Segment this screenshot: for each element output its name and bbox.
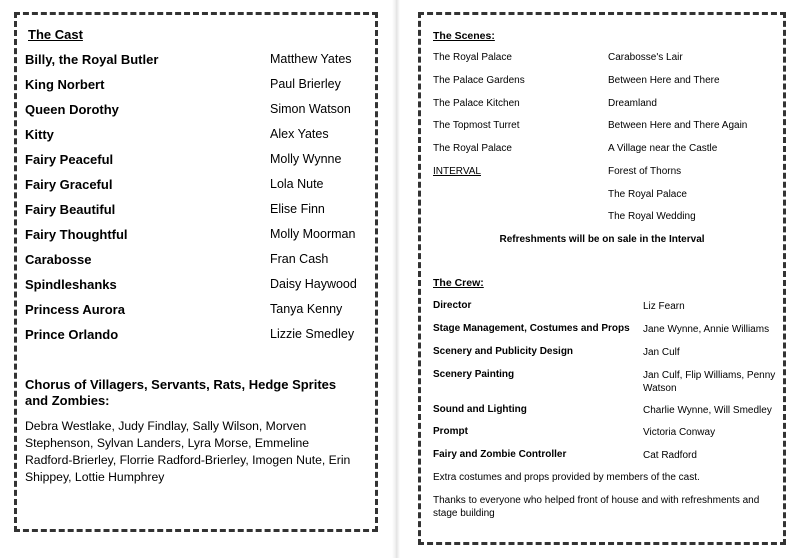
cast-actor: Fran Cash [270, 252, 329, 266]
cast-row [17, 52, 375, 72]
crew-names: Charlie Wynne, Will Smedley [643, 405, 772, 416]
cast-row [17, 77, 375, 97]
cast-actor: Elise Finn [270, 202, 325, 216]
scene-item: The Royal Palace [433, 143, 512, 154]
crew-role: Scenery and Publicity Design [433, 346, 574, 357]
crew-names: Jan Culf [643, 347, 680, 358]
cast-actor: Lizzie Smedley [270, 327, 355, 341]
cast-actor: Tanya Kenny [270, 302, 343, 316]
cast-role: Billy, the Royal Butler [25, 52, 159, 67]
crew-role: Sound and Lighting [433, 404, 527, 415]
thanks-note: Thanks to everyone who helped front of house and with refreshments and stage building [433, 495, 760, 519]
scene-item: Between Here and There [608, 75, 720, 86]
cast-role: Carabosse [25, 252, 92, 267]
cast-heading: The Cast [28, 27, 83, 42]
scene-item: The Topmost Turret [433, 120, 520, 131]
crew-role: Fairy and Zombie Controller [433, 449, 567, 460]
cast-role: Kitty [25, 127, 54, 142]
cast-row [17, 302, 375, 322]
extra-costumes-note: Extra costumes and props provided by members of the cast. [433, 472, 700, 483]
scene-item: The Royal Palace [433, 52, 512, 63]
crew-names: Victoria Conway [643, 427, 716, 438]
scenes-crew-panel [418, 12, 786, 545]
cast-actor: Molly Wynne [270, 152, 342, 166]
chorus-members: Debra Westlake, Judy Findlay, Sally Wilson, Morven Stephenson, Sylvan Landers, Lyra Morse, Emmeline Radford-Brierley, Florrie Radford-Brierley, Imogen Nute, Erin Shippey, Lottie Humphrey [25, 419, 351, 484]
cast-actor: Molly Moorman [270, 227, 356, 241]
cast-row [17, 252, 375, 272]
cast-role: Queen Dorothy [25, 102, 119, 117]
cast-row [17, 227, 375, 247]
page-fold [392, 0, 400, 558]
cast-actor: Daisy Haywood [270, 277, 357, 291]
chorus-heading: Chorus of Villagers, Servants, Rats, Hedge Sprites and Zombies: [25, 377, 337, 408]
scene-item: Carabosse's Lair [608, 52, 683, 63]
cast-row [17, 202, 375, 222]
cast-role: Spindleshanks [25, 277, 117, 292]
refreshments-note: Refreshments will be on sale in the Interval [499, 234, 705, 245]
cast-role: Fairy Graceful [25, 177, 113, 192]
scene-item: A Village near the Castle [608, 143, 718, 154]
scene-item: Between Here and There Again [608, 120, 748, 131]
cast-role: Princess Aurora [25, 302, 125, 317]
crew-heading: The Crew: [433, 277, 484, 289]
scene-item: Dreamland [608, 98, 657, 109]
cast-row [17, 177, 375, 197]
cast-row [17, 102, 375, 122]
cast-actor: Alex Yates [270, 127, 329, 141]
cast-role: Fairy Peaceful [25, 152, 114, 167]
cast-row [17, 127, 375, 147]
crew-names: Jan Culf, Flip Williams, Penny Watson [643, 370, 776, 394]
cast-role: Fairy Beautiful [25, 202, 116, 217]
crew-role: Scenery Painting [433, 369, 515, 380]
crew-names: Liz Fearn [643, 301, 685, 312]
cast-role: King Norbert [25, 77, 105, 92]
cast-actor: Matthew Yates [270, 52, 352, 66]
scene-item: The Royal Palace [608, 189, 687, 200]
cast-row [17, 277, 375, 297]
scene-item: The Palace Kitchen [433, 98, 520, 109]
cast-role: Fairy Thoughtful [25, 227, 128, 242]
cast-role: Prince Orlando [25, 327, 119, 342]
interval-label: INTERVAL [433, 166, 481, 177]
crew-role: Director [433, 300, 472, 311]
scene-item: The Royal Wedding [608, 211, 696, 222]
cast-row [17, 327, 375, 347]
cast-panel [14, 12, 378, 532]
crew-names: Cat Radford [643, 450, 697, 461]
scene-item: The Palace Gardens [433, 75, 525, 86]
crew-role: Stage Management, Costumes and Props [433, 323, 630, 334]
scene-item: Forest of Thorns [608, 166, 682, 177]
crew-names: Jane Wynne, Annie Williams [643, 324, 770, 335]
cast-actor: Lola Nute [270, 177, 324, 191]
crew-role: Prompt [433, 426, 468, 437]
cast-actor: Paul Brierley [270, 77, 341, 91]
cast-row [17, 152, 375, 172]
cast-actor: Simon Watson [270, 102, 351, 116]
scenes-heading: The Scenes: [433, 30, 495, 42]
